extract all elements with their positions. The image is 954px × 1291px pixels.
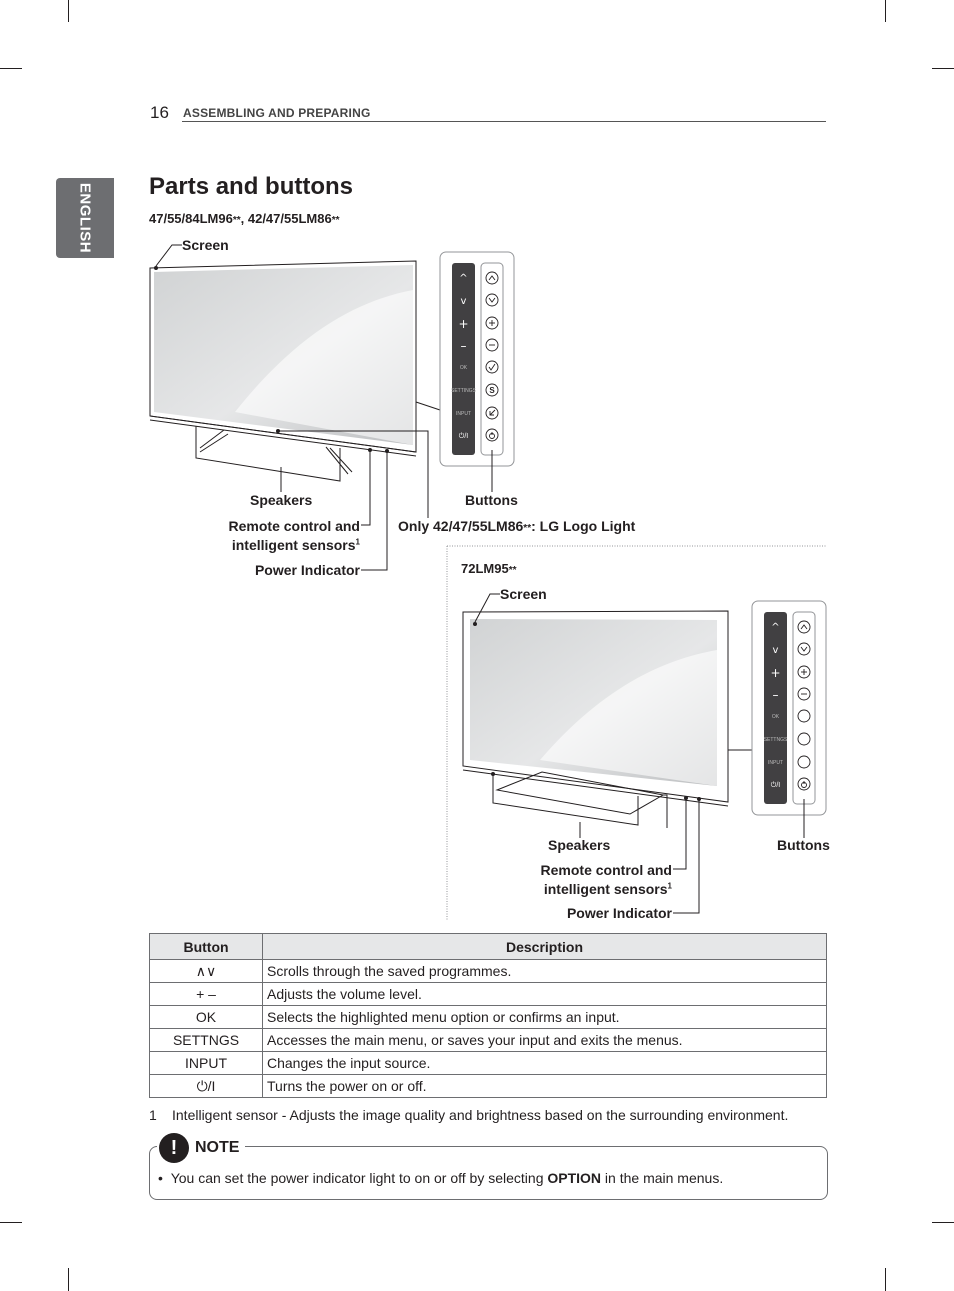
svg-text:⏻/I: ⏻/I bbox=[770, 782, 781, 789]
table-row bbox=[150, 1006, 827, 1029]
svg-text:OK: OK bbox=[459, 365, 468, 371]
remote-label-2: Remote control and intelligent sensors$^1$ bbox=[540, 862, 672, 897]
description-cell: Selects the highlighted menu option or confirms an input. bbox=[263, 1006, 827, 1029]
button-cell: INPUT bbox=[150, 1052, 263, 1075]
language-label: ENGLISH bbox=[76, 182, 94, 254]
table-row bbox=[150, 960, 827, 983]
speakers-label-1: Speakers bbox=[250, 492, 313, 508]
note-title: NOTE bbox=[195, 1139, 240, 1156]
svg-text:v: v bbox=[460, 296, 467, 307]
svg-text:^: ^ bbox=[771, 622, 780, 633]
remote-label-1: Remote control and intelligent sensors$^1$ bbox=[228, 518, 360, 553]
buttons-table bbox=[149, 933, 827, 1098]
button-cell: ⏻/I bbox=[150, 1075, 263, 1098]
button-cell: ∧∨ bbox=[150, 960, 263, 983]
table-row bbox=[150, 1029, 827, 1052]
svg-text:v: v bbox=[772, 645, 779, 656]
buttons-label-1: Buttons bbox=[465, 492, 518, 508]
power-indicator-label-1: Power Indicator bbox=[254, 562, 360, 578]
svg-text:INPUT: INPUT bbox=[456, 411, 471, 417]
note-heading bbox=[157, 1133, 245, 1163]
table-header: Description bbox=[263, 934, 827, 960]
svg-text:–: – bbox=[772, 688, 779, 702]
exclamation-icon: ! bbox=[159, 1133, 189, 1163]
svg-text:^: ^ bbox=[459, 273, 468, 284]
buttons-label-2: Buttons bbox=[777, 837, 830, 853]
description-cell: Accesses the main menu, or saves your input and exits the menus. bbox=[263, 1029, 827, 1052]
note-text: • You can set the power indicator light to on or off by selecting OPTION in the main menus. bbox=[158, 1170, 724, 1186]
table-header-row bbox=[150, 934, 827, 960]
button-cell: + – bbox=[150, 983, 263, 1006]
screen-label-2: Screen bbox=[500, 586, 547, 602]
power-indicator-label-2: Power Indicator bbox=[566, 905, 672, 921]
svg-text:INPUT: INPUT bbox=[768, 760, 783, 766]
logo-light-label: Only 42/47/55LM86**: LG Logo Light bbox=[398, 518, 636, 534]
page-title: Parts and buttons bbox=[149, 173, 354, 200]
page-number: 16 bbox=[150, 103, 169, 122]
button-cell: OK bbox=[150, 1006, 263, 1029]
table-row bbox=[150, 1052, 827, 1075]
svg-text:+: + bbox=[770, 666, 781, 680]
button-cell: SETTNGS bbox=[150, 1029, 263, 1052]
description-cell: Turns the power on or off. bbox=[263, 1075, 827, 1098]
svg-text:–: – bbox=[460, 339, 467, 353]
footnote-text: Intelligent sensor - Adjusts the image quality and brightness based on the surrounding environment. bbox=[172, 1107, 789, 1123]
svg-text:OK: OK bbox=[771, 714, 780, 720]
table-row bbox=[150, 1075, 827, 1098]
description-cell: Scrolls through the saved programmes. bbox=[263, 960, 827, 983]
description-cell: Changes the input source. bbox=[263, 1052, 827, 1075]
model-list-1: 47/55/84LM96**, 42/47/55LM86** bbox=[149, 211, 340, 226]
model-label-2: 72LM95** bbox=[461, 561, 517, 576]
svg-text:+: + bbox=[458, 317, 469, 331]
svg-text:S: S bbox=[489, 386, 495, 395]
footnote-number: 1 bbox=[149, 1107, 157, 1123]
screen-label-1: Screen bbox=[182, 237, 229, 253]
svg-text:SETTNGS: SETTNGS bbox=[763, 737, 788, 743]
speakers-label-2: Speakers bbox=[548, 837, 611, 853]
svg-text:⏻/I: ⏻/I bbox=[458, 433, 469, 440]
section-title: ASSEMBLING AND PREPARING bbox=[183, 106, 371, 120]
svg-text:SETTINGS: SETTINGS bbox=[450, 388, 477, 394]
table-header: Button bbox=[150, 934, 263, 960]
table-row bbox=[150, 983, 827, 1006]
description-cell: Adjusts the volume level. bbox=[263, 983, 827, 1006]
